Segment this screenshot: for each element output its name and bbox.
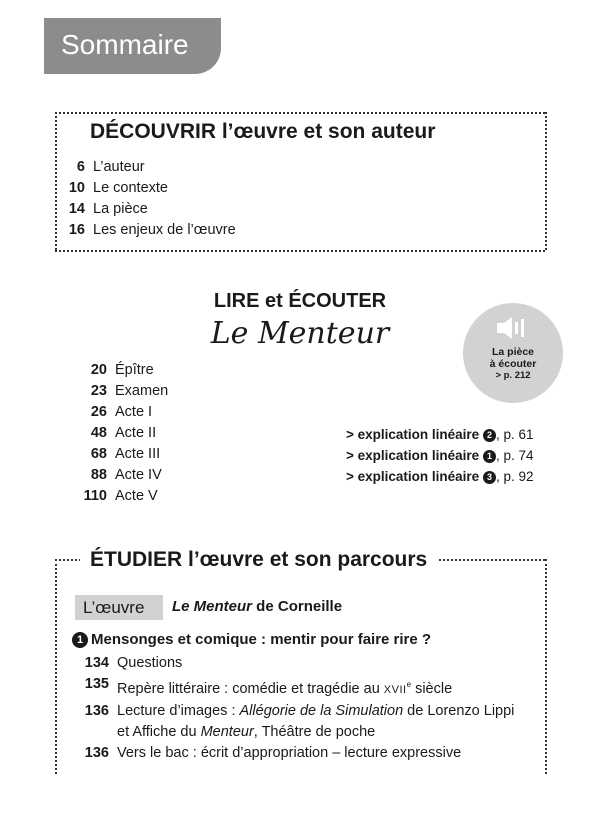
decouvrir-title-main: DÉCOUVRIR xyxy=(90,120,217,143)
explication-link[interactable] xyxy=(346,448,533,463)
explication-number: 1 xyxy=(483,450,496,463)
list-item[interactable] xyxy=(63,220,236,241)
item-label: Acte II xyxy=(115,425,157,441)
list-item[interactable] xyxy=(63,178,236,199)
item-label-post: de Lorenzo Lippi xyxy=(403,702,515,719)
decouvrir-title xyxy=(80,120,445,144)
list-item[interactable] xyxy=(83,465,168,486)
oeuvre-author: de Corneille xyxy=(252,598,343,615)
etudier-title: ÉTUDIER l’œuvre et son parcours xyxy=(80,548,437,572)
lire-list xyxy=(83,360,168,507)
item-label: Acte III xyxy=(115,446,161,462)
explication-prefix: > explication linéaire xyxy=(346,469,480,484)
item-label-pre: et Affiche du xyxy=(117,723,201,740)
explication-page: , p. 61 xyxy=(495,427,534,442)
explication-number: 3 xyxy=(483,471,496,484)
theme-label: Mensonges et comique : mentir pour faire rire ? xyxy=(91,631,432,648)
theme-number: 1 xyxy=(72,632,88,648)
page-number: 10 xyxy=(68,180,85,196)
theme-heading[interactable] xyxy=(72,631,431,648)
list-item[interactable] xyxy=(83,381,168,402)
explication-link[interactable] xyxy=(346,427,533,442)
item-label: Le contexte xyxy=(93,180,168,196)
decouvrir-title-rest: l’œuvre et son auteur xyxy=(216,120,436,143)
etudier-left-border xyxy=(55,559,57,774)
list-item[interactable] xyxy=(83,701,514,722)
century-suffix: e xyxy=(406,680,412,689)
etudier-list xyxy=(83,653,514,764)
item-label: Questions xyxy=(117,655,183,671)
list-item[interactable] xyxy=(83,360,168,381)
list-item[interactable] xyxy=(63,199,236,220)
page-number: 136 xyxy=(84,744,109,761)
item-label: Acte IV xyxy=(115,467,162,483)
item-label: L’auteur xyxy=(93,159,145,175)
page-title-text: Sommaire xyxy=(61,29,189,60)
explication-page: , p. 92 xyxy=(495,469,534,484)
oeuvre-label: L’œuvre xyxy=(75,595,163,620)
decouvrir-bottom-border xyxy=(55,250,545,252)
decouvrir-left-border xyxy=(55,112,57,250)
oeuvre-title-italic: Le Menteur xyxy=(172,598,253,615)
page-number: 20 xyxy=(90,362,107,378)
explication-prefix: > explication linéaire xyxy=(346,427,480,442)
page-number: 23 xyxy=(90,383,107,399)
list-item[interactable] xyxy=(83,402,168,423)
item-label-italic: Menteur xyxy=(200,723,254,740)
list-item-continuation xyxy=(83,722,514,743)
page-number: 68 xyxy=(90,446,107,462)
page-number: 6 xyxy=(76,159,85,175)
lire-title: LIRE et ÉCOUTER xyxy=(213,290,387,312)
list-item[interactable] xyxy=(83,423,168,444)
list-item[interactable] xyxy=(83,486,168,507)
explication-number: 2 xyxy=(483,429,496,442)
audio-label-2: à écouter xyxy=(489,358,537,370)
page-number: 48 xyxy=(90,425,107,441)
list-item[interactable] xyxy=(83,444,168,465)
audio-label-1: La pièce xyxy=(491,346,535,358)
page-number: 26 xyxy=(90,404,107,420)
item-label-italic: Allégorie de la Simulation xyxy=(239,702,404,719)
page-number: 88 xyxy=(90,467,107,483)
item-label xyxy=(117,722,375,743)
page-number: 14 xyxy=(68,201,85,217)
oeuvre-title xyxy=(172,598,342,615)
page-number: 134 xyxy=(84,655,109,671)
item-label: Acte V xyxy=(115,488,158,504)
page-number: 135 xyxy=(84,676,109,692)
list-item[interactable] xyxy=(83,743,514,764)
speaker-icon xyxy=(495,315,531,341)
item-label xyxy=(117,674,452,701)
explication-prefix: > explication linéaire xyxy=(346,448,480,463)
item-label xyxy=(117,701,514,722)
item-label: Les enjeux de l’œuvre xyxy=(93,222,236,238)
century-numeral: XVII xyxy=(383,683,407,696)
decouvrir-right-border xyxy=(545,112,547,250)
list-item[interactable] xyxy=(83,674,514,701)
decouvrir-top-border xyxy=(55,112,545,114)
item-label: Acte I xyxy=(115,404,153,420)
page-number: 136 xyxy=(84,702,109,719)
explication-link[interactable] xyxy=(346,469,533,484)
audio-ref: > p. 212 xyxy=(495,370,531,381)
page-title xyxy=(44,18,221,74)
list-item[interactable] xyxy=(63,157,236,178)
list-item[interactable] xyxy=(83,653,514,674)
page-number: 110 xyxy=(83,488,107,504)
item-label-post: , Théâtre de poche xyxy=(253,723,376,740)
page-number: 16 xyxy=(68,222,85,238)
explication-page: , p. 74 xyxy=(495,448,534,463)
item-label-pre: Repère littéraire : comédie et tragédie au xyxy=(117,680,384,697)
audio-badge[interactable] xyxy=(463,303,563,403)
item-label: Examen xyxy=(115,383,169,399)
item-label-pre: Lecture d’images : xyxy=(117,702,240,719)
lire-subtitle: Le Menteur xyxy=(210,316,390,351)
etudier-right-border xyxy=(545,559,547,774)
item-label: Épître xyxy=(115,362,154,378)
item-label-post: siècle xyxy=(411,680,453,697)
item-label: La pièce xyxy=(93,201,148,217)
decouvrir-list xyxy=(63,157,236,241)
item-label: Vers le bac : écrit d’appropriation – lecture expressive xyxy=(117,744,462,761)
